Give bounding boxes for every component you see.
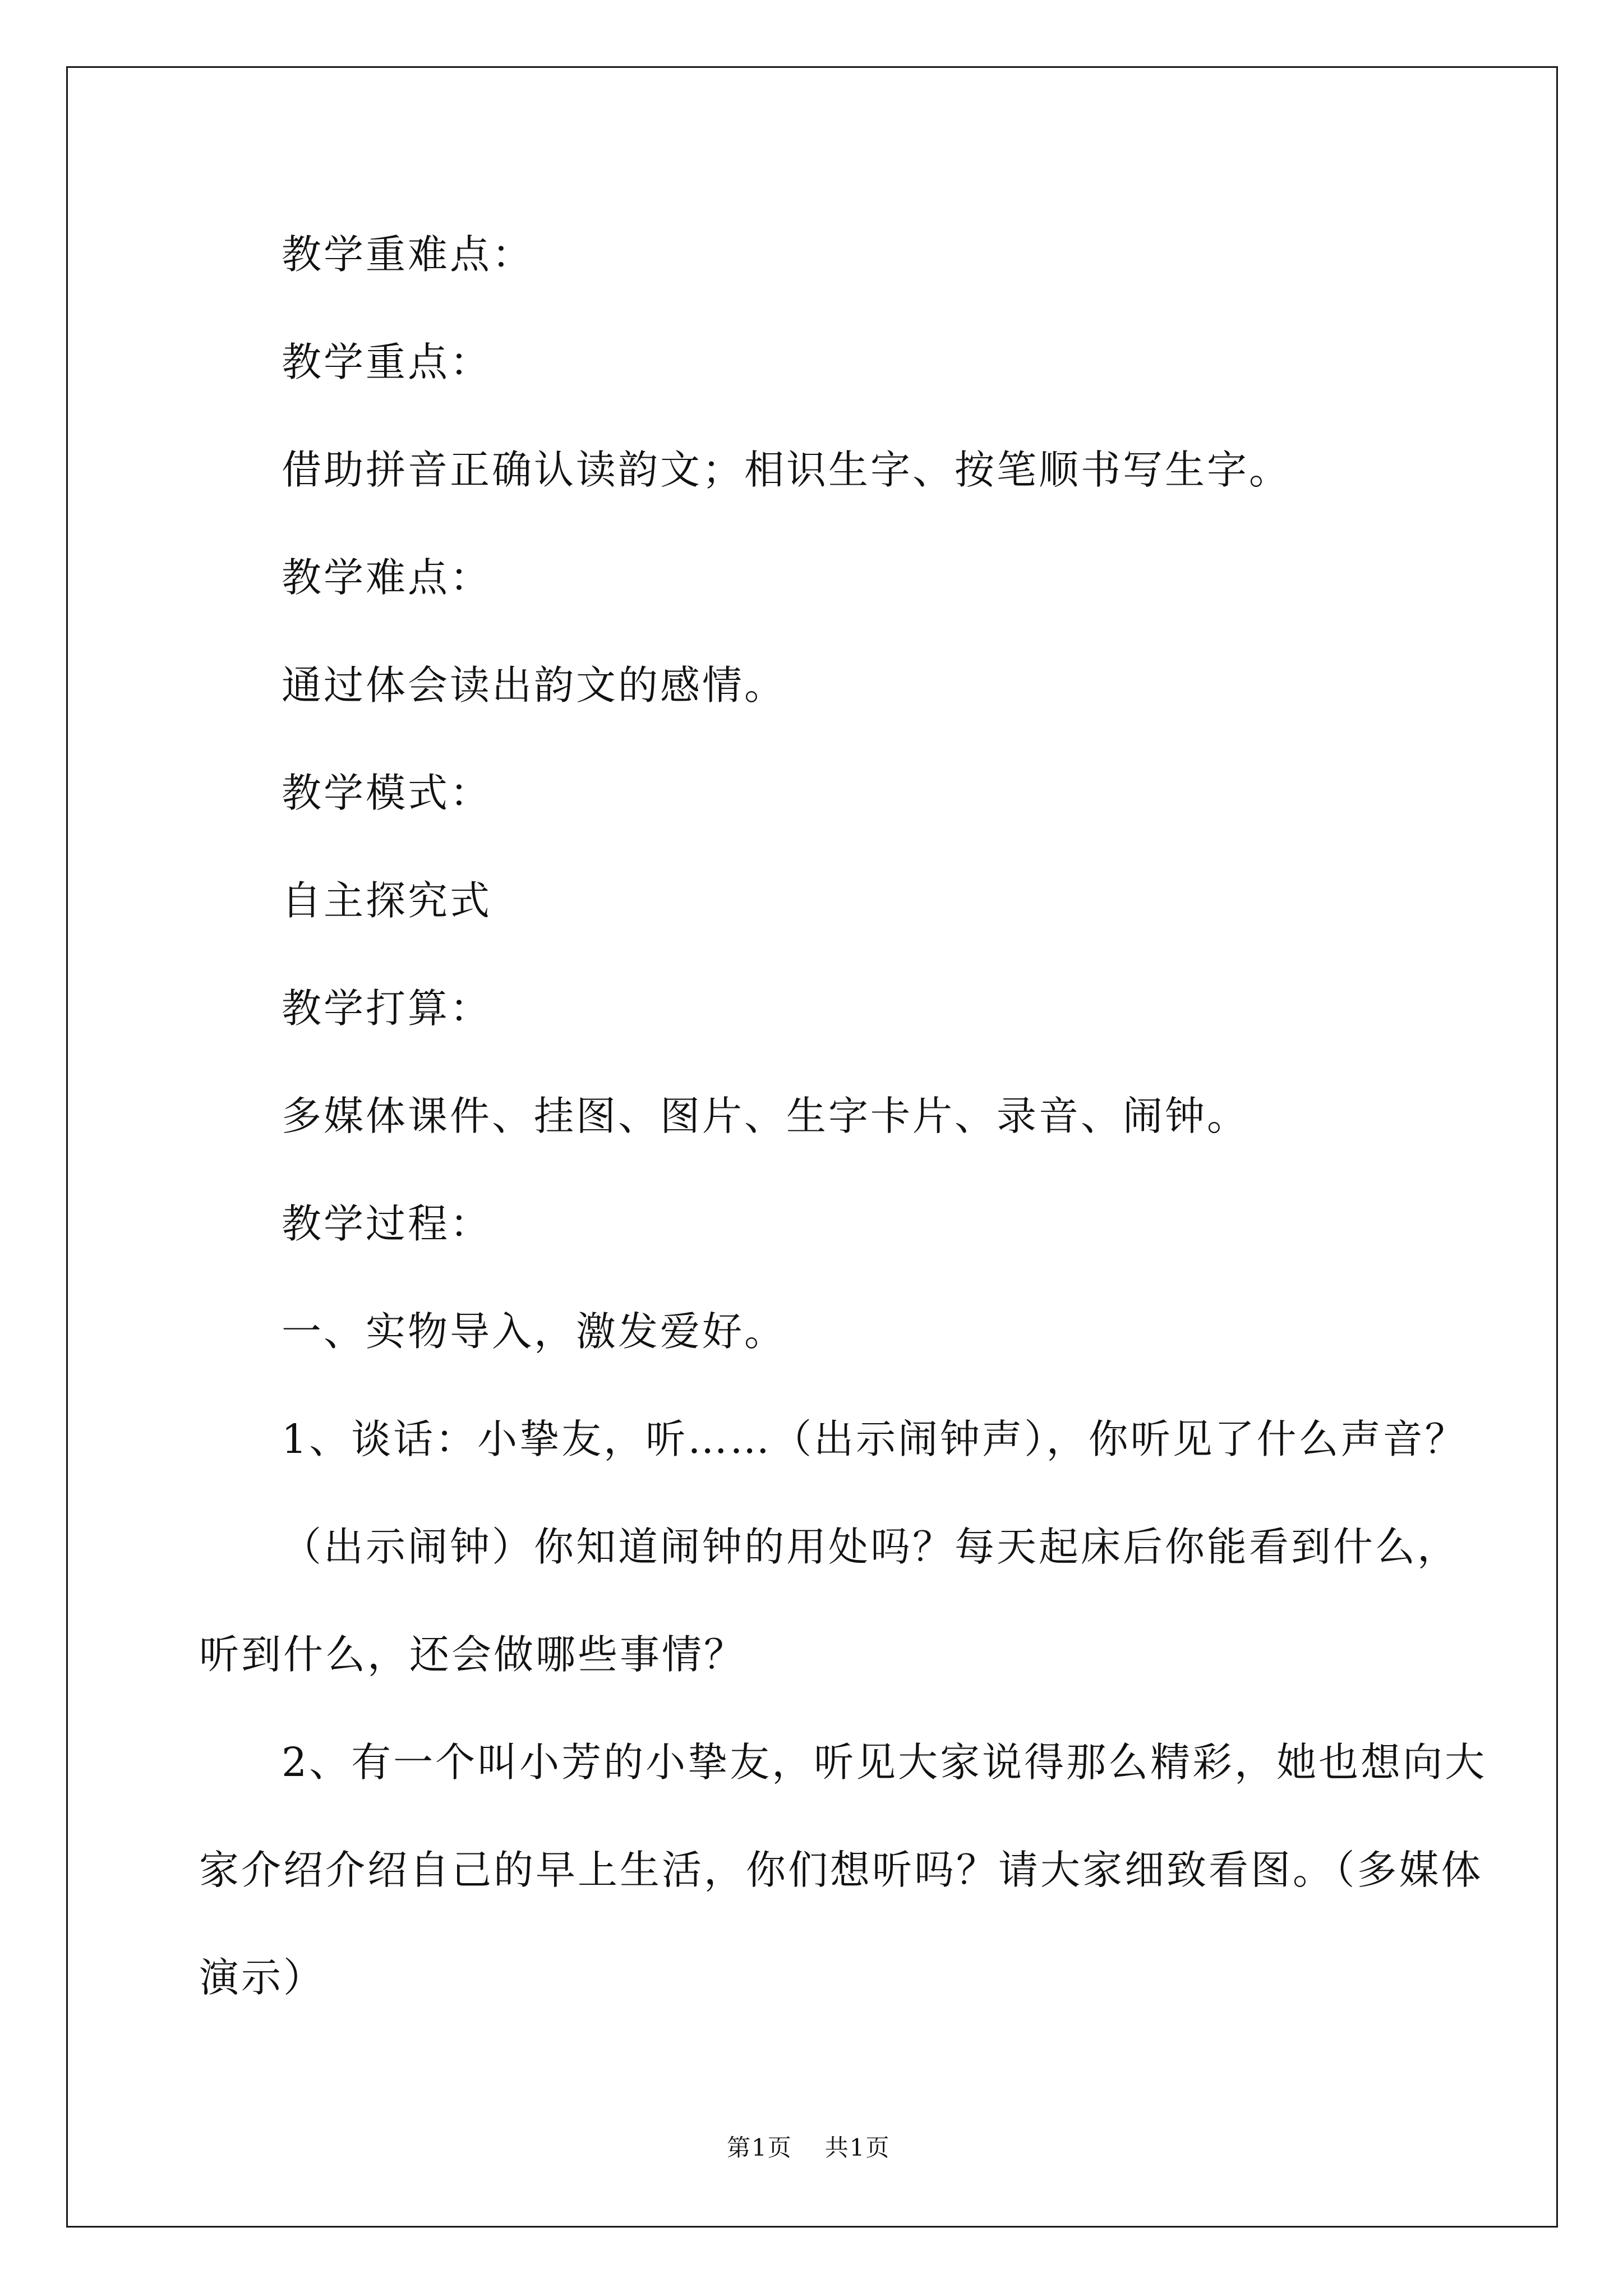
paragraph-item-2: 2、有一个叫小芳的小挚友，听见大家说得那么精彩，她也想向大 [282,1739,1487,1786]
page-total: 共1页 [824,2134,891,2161]
section-one-title: 一、实物导入，激发爱好。 [282,1308,787,1355]
paragraph-item-1: 1、谈话：小挚友，听……（出示闹钟声），你听见了什么声音？ [282,1416,1467,1462]
paragraph-key-points: 借助拼音正确认读韵文；相识生字、按笔顺书写生字。 [282,447,1292,493]
paragraph-difficult-points: 通过体会读出韵文的感情。 [282,662,787,708]
heading-teaching-mode: 教学模式： [282,770,492,816]
paragraph-item-1-cont: （出示闹钟）你知道闹钟的用处吗？每天起床后你能看到什么， [282,1524,1460,1570]
paragraph-item-2-end: 演示） [199,1954,326,2001]
page-number: 第1页 [727,2134,792,2161]
heading-teaching-process: 教学过程： [282,1200,492,1247]
heading-teaching-prep: 教学打算： [282,985,492,1032]
page-border [66,66,1558,2228]
heading-key-points: 教学重点： [282,339,492,385]
heading-key-difficult-points: 教学重难点： [282,231,534,278]
paragraph-item-1-end: 听到什么，还会做哪些事情？ [199,1631,746,1678]
page-footer [727,2136,890,2160]
paragraph-teaching-prep: 多媒体课件、挂图、图片、生字卡片、录音、闹钟。 [282,1093,1249,1139]
heading-difficult-points: 教学难点： [282,554,492,601]
paragraph-item-2-cont: 家介绍介绍自己的早上生活，你们想听吗？请大家细致看图。（多媒体 [199,1847,1483,1893]
paragraph-teaching-mode: 自主探究式 [282,877,492,924]
